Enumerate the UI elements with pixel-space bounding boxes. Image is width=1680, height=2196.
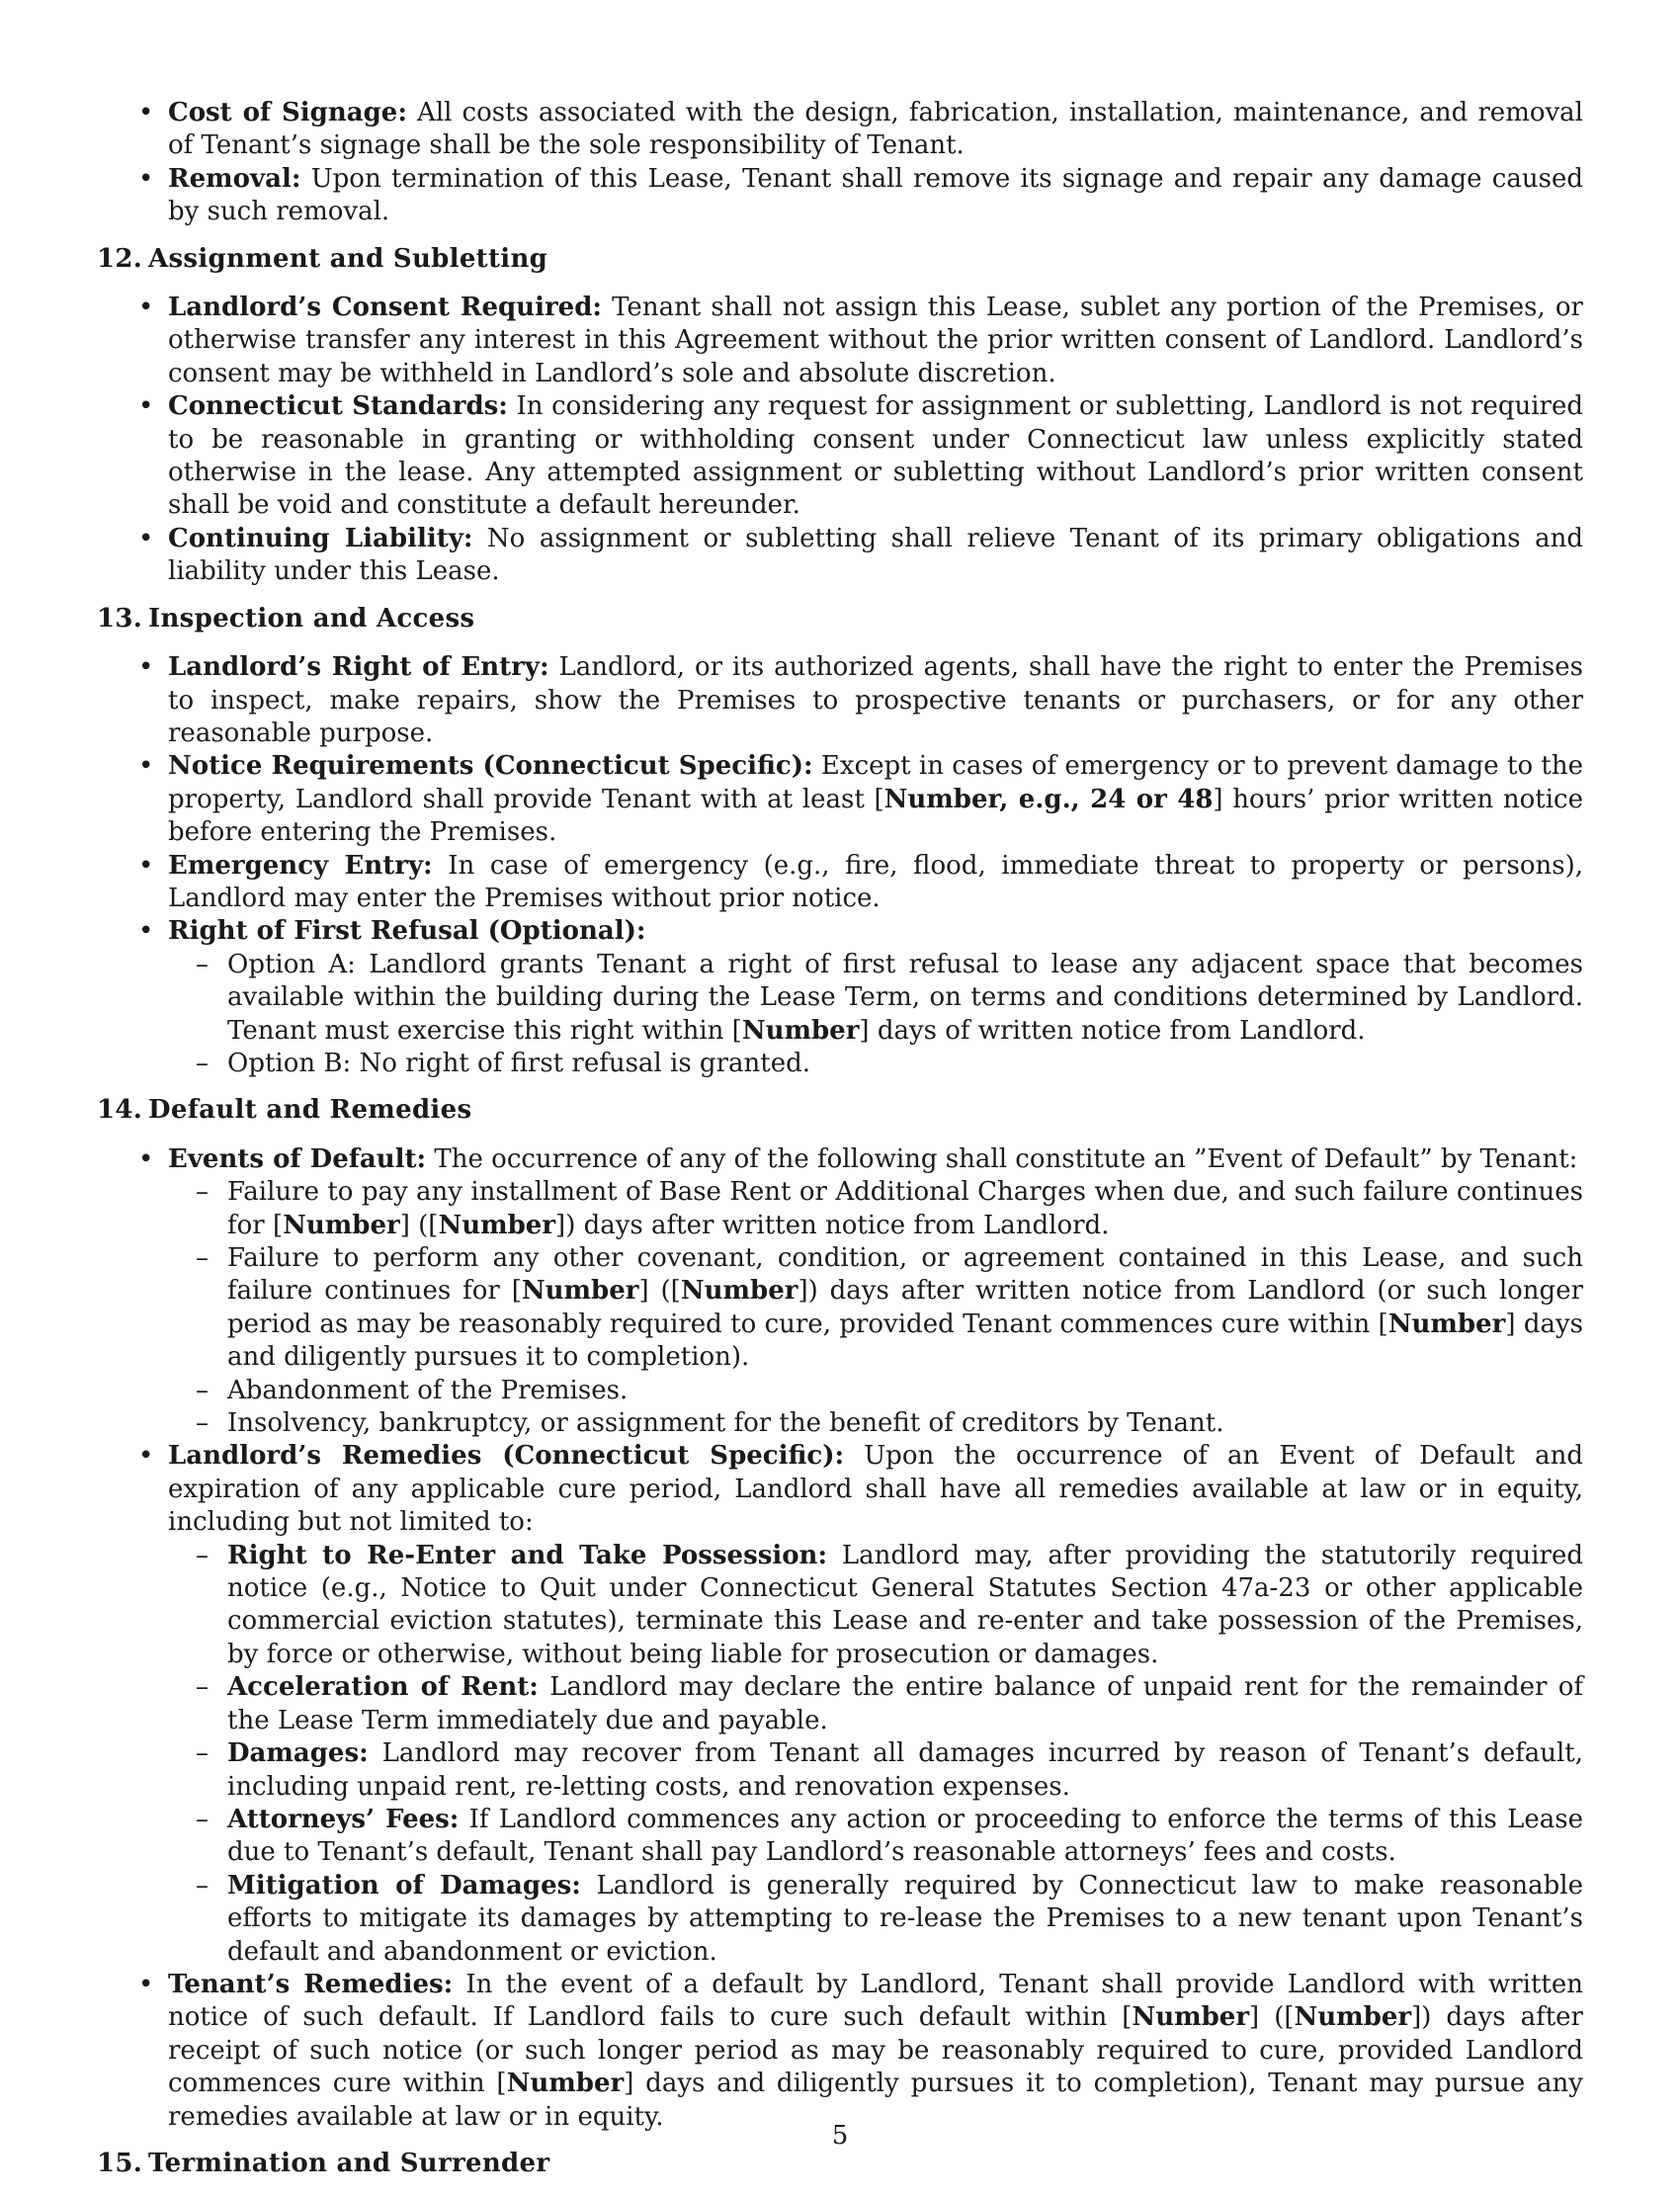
- section-12-bullets: [97, 292, 1583, 589]
- sub-list-item: – Failure to pay any installment of Base Rent or Additional Charges when due, and such failure continues for [Number] ([Number]) days after written notice from Landlord.: [227, 1176, 1583, 1242]
- section-14-bullets: [97, 1143, 1583, 2134]
- list-item: • Removal: Upon termination of this Lease, Tenant shall remove its signage and repair any damage caused by such removal.: [168, 163, 1583, 229]
- sub-list-item: – Mitigation of Damages: Landlord is generally required by Connecticut law to make reasonable efforts to mitigate its damages by attempting to re-lease the Premises to a new tenant upon Tenant’s default and abandonment or eviction.: [227, 1870, 1583, 1969]
- sub-list-item: – Damages: Landlord may recover from Tenant all damages incurred by reason of Tenant’s default, including unpaid rent, re-letting costs, and renovation expenses.: [227, 1737, 1583, 1804]
- sub-list-item: – Insolvency, bankruptcy, or assignment for the benefit of creditors by Tenant.: [227, 1407, 1583, 1440]
- section-13-bullets: [97, 651, 1583, 1080]
- list-item: • Landlord’s Remedies (Connecticut Specific): Upon the occurrence of an Event of Default and expiration of any applicable cure period, Landlord shall have all remedies available at law or in equity, including but not limited to: – Right to Re-Enter and Take Possession: Landlord may, after providing the statutorily required notice (e.g., Notice to Quit under Connecticut General Statutes Section 47a-23 or other applicable commercial eviction statutes), terminate this Lease and re-enter and take possession of the Premises, by force or otherwise, without being liable for prosecution or damages. – Acceleration of Rent: Landlord may declare the entire balance of unpaid rent for the remainder of the Lease Term immediately due and payable. – Damages: Landlord may recover from Tenant all damages incurred by reason of Tenant’s default, including unpaid rent, re-letting costs, and renovation expenses. – Attorneys’ Fees: If Landlord commences any action or proceeding to enforce the terms of this Lease due to Tenant’s default, Tenant shall pay Landlord’s reasonable attorneys’ fees and costs. – Mitigation of Damages: Landlord is generally required by Connecticut law to make reasonable efforts to mitigate its damages by attempting to re-lease the Premises to a new tenant upon Tenant’s default and abandonment or eviction.: [168, 1440, 1583, 1969]
- list-item: • Tenant’s Remedies: In the event of a default by Landlord, Tenant shall provide Landlord with written notice of such default. If Landlord fails to cure such default within [Number] ([Number]) days after receipt of such notice (or such longer period as may be reasonably required to cure, provided Landlord commences cure within [Number] days and diligently pursues it to completion), Tenant may pursue any remedies available at law or in equity.: [168, 1969, 1583, 2134]
- list-item: • Connecticut Standards: In considering any request for assignment or subletting, Landlord is not required to be reasonable in granting or withholding consent under Connecticut law unless explicitly stated otherwise in the lease. Any attempted assignment or subletting without Landlord’s prior written consent shall be void and constitute a default hereunder.: [168, 390, 1583, 523]
- section-heading-12: 12. Assignment and Subletting: [97, 243, 548, 274]
- sub-list-item: – Abandonment of the Premises.: [227, 1375, 1583, 1407]
- list-item: • Cost of Signage: All costs associated with the design, fabrication, installation, maintenance, and removal of Tenant’s signage shall be the sole responsibility of Tenant.: [168, 97, 1583, 163]
- sub-list: [168, 949, 1583, 1081]
- sub-list-item: – Attorneys’ Fees: If Landlord commences any action or proceeding to enforce the terms of this Lease due to Tenant’s default, Tenant shall pay Landlord’s reasonable attorneys’ fees and costs.: [227, 1804, 1583, 1870]
- sub-list-item: – Option B: No right of first refusal is granted.: [227, 1048, 1583, 1080]
- signage-bullets: [97, 97, 1583, 229]
- sub-list: [168, 1176, 1583, 1440]
- section-heading-13: 13. Inspection and Access: [97, 603, 475, 633]
- list-item: • Events of Default: The occurrence of any of the following shall constitute an ”Event of Default” by Tenant: – Failure to pay any installment of Base Rent or Additional Charges when due, and such failure continues for [Number] ([Number]) days after written notice from Landlord. – Failure to perform any other covenant, condition, or agreement contained in this Lease, and such failure continues for [Number] ([Number]) days after written notice from Landlord (or such longer period as may be reasonably required to cure, provided Tenant commences cure within [Number] days and diligently pursues it to completion). – Abandonment of the Premises. – Insolvency, bankruptcy, or assignment for the benefit of creditors by Tenant.: [168, 1143, 1583, 1441]
- list-item: • Right of First Refusal (Optional): – Option A: Landlord grants Tenant a right of first refusal to lease any adjacent space that becomes available within the building during the Lease Term, on terms and conditions determined by Landlord. Tenant must exercise this right within [Number] days of written notice from Landlord. – Option B: No right of first refusal is granted.: [168, 915, 1583, 1080]
- sub-list-item: – Acceleration of Rent: Landlord may declare the entire balance of unpaid rent for the remainder of the Lease Term immediately due and payable.: [227, 1671, 1583, 1737]
- list-item: • Emergency Entry: In case of emergency (e.g., fire, flood, immediate threat to property or persons), Landlord may enter the Premises without prior notice.: [168, 850, 1583, 916]
- page-number: 5: [831, 2121, 849, 2151]
- list-item: • Landlord’s Consent Required: Tenant shall not assign this Lease, sublet any portion of the Premises, or otherwise transfer any interest in this Agreement without the prior written consent of Landlord. Landlord’s consent may be withheld in Landlord’s sole and absolute discretion.: [168, 292, 1583, 390]
- list-item: • Notice Requirements (Connecticut Specific): Except in cases of emergency or to prevent damage to the property, Landlord shall provide Tenant with at least [Number, e.g., 24 or 48] hours’ prior written notice before entering the Premises.: [168, 750, 1583, 849]
- sub-list-item: – Option A: Landlord grants Tenant a right of first refusal to lease any adjacent space that becomes available within the building during the Lease Term, on terms and conditions determined by Landlord. Tenant must exercise this right within [Number] days of written notice from Landlord.: [227, 949, 1583, 1048]
- page-content: [97, 97, 1583, 2196]
- sub-list: [168, 1540, 1583, 1969]
- section-heading-15: 15. Termination and Surrender: [97, 2148, 550, 2178]
- sub-list-item: – Failure to perform any other covenant, condition, or agreement contained in this Lease, and such failure continues for [Number] ([Number]) days after written notice from Landlord (or such longer period as may be reasonably required to cure, provided Tenant commences cure within [Number] days and diligently pursues it to completion).: [227, 1242, 1583, 1375]
- section-heading-14: 14. Default and Remedies: [97, 1095, 472, 1126]
- list-item: • Continuing Liability: No assignment or subletting shall relieve Tenant of its primary obligations and liability under this Lease.: [168, 523, 1583, 589]
- list-item: • Landlord’s Right of Entry: Landlord, or its authorized agents, shall have the right to enter the Premises to inspect, make repairs, show the Premises to prospective tenants or purchasers, or for any other reasonable purpose.: [168, 651, 1583, 750]
- sub-list-item: – Right to Re-Enter and Take Possession: Landlord may, after providing the statutorily required notice (e.g., Notice to Quit under Connecticut General Statutes Section 47a-23 or other applicable commercial eviction statutes), terminate this Lease and re-enter and take possession of the Premises, by force or otherwise, without being liable for prosecution or damages.: [227, 1540, 1583, 1672]
